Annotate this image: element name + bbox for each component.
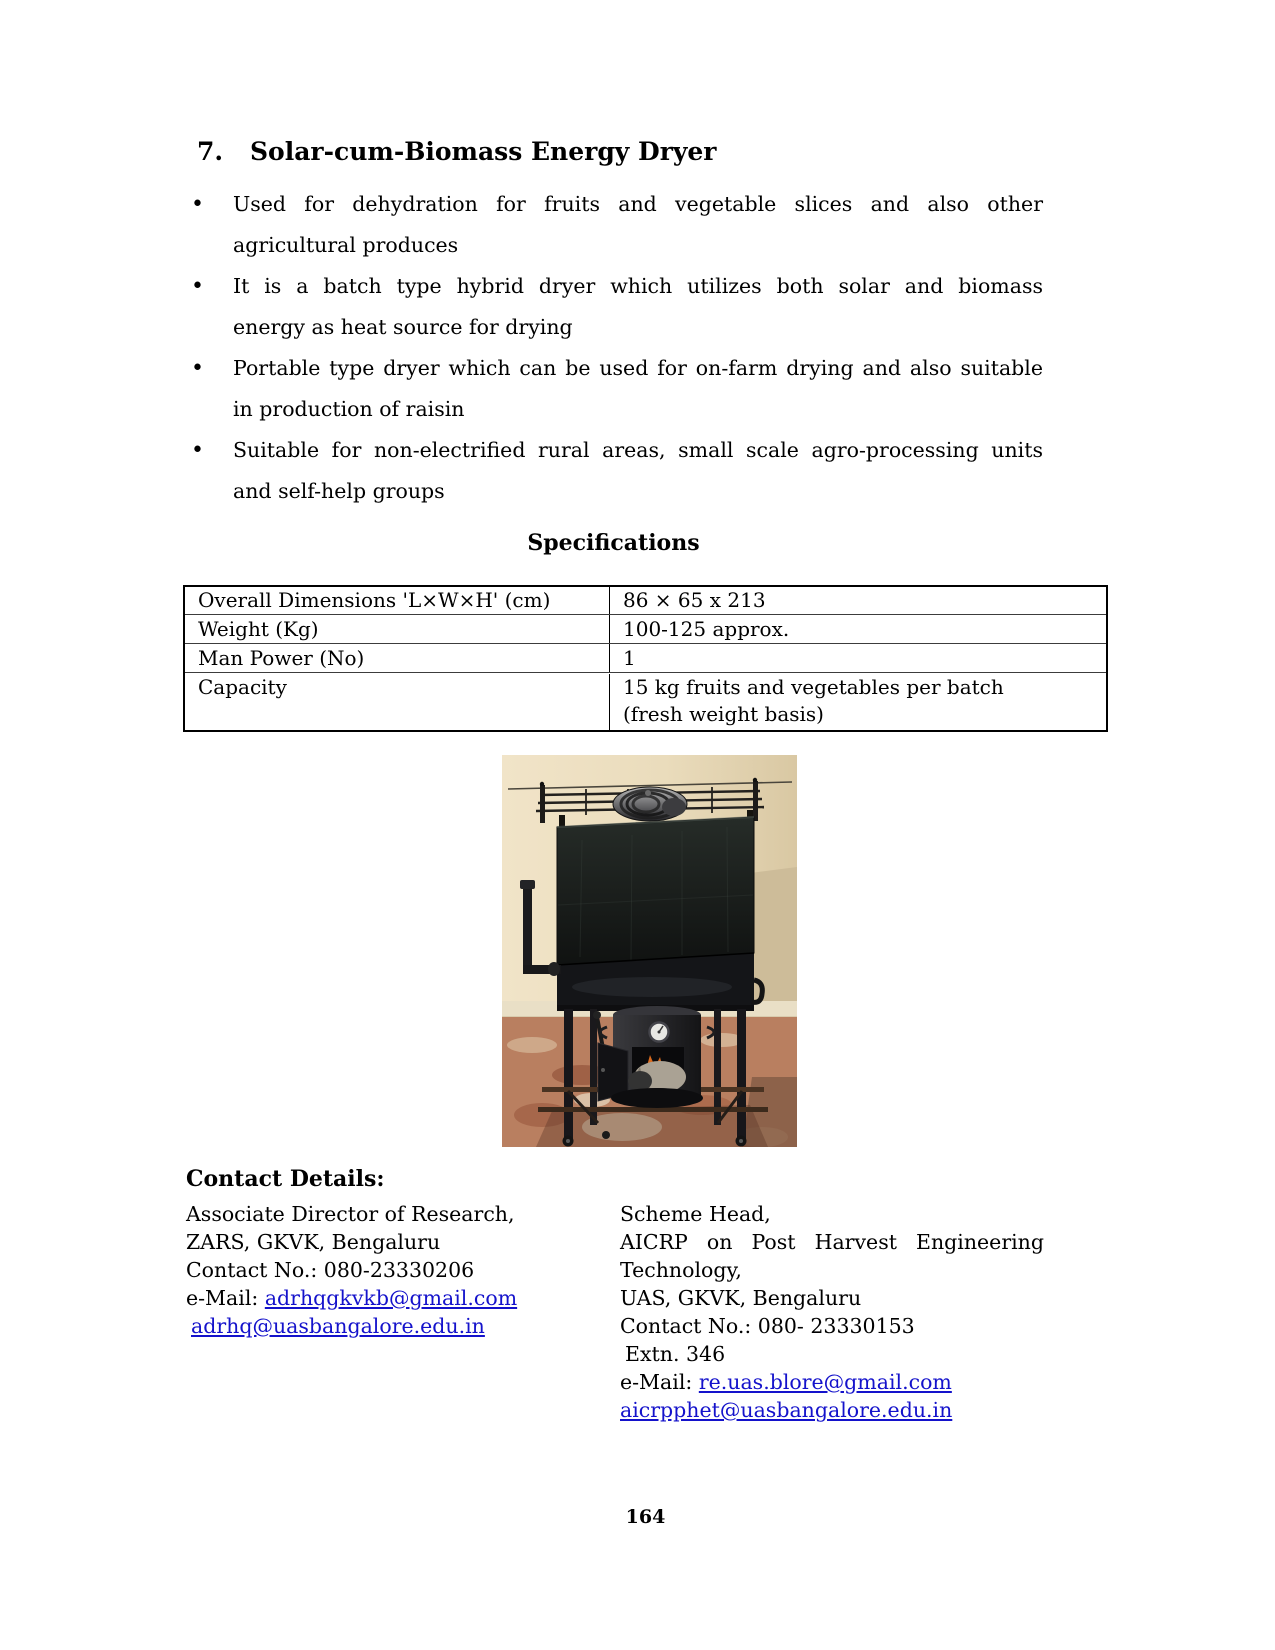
contact-line: ZARS, GKVK, Bengaluru [186, 1230, 441, 1254]
bullet-text-line: energy as heat source for drying [233, 315, 573, 339]
contact-line: Contact No.: 080-23330206 [186, 1258, 475, 1282]
table-row [185, 587, 1106, 614]
spec-row-label: Weight (Kg) [185, 615, 610, 643]
contact-email-line [620, 1396, 1044, 1424]
contact-left-column [186, 1200, 606, 1340]
bullet-text-line: Suitable for non-electrified rural areas, small scale agro-processing units [233, 438, 1043, 462]
biomass-stove [598, 1006, 714, 1108]
spec-row-value [610, 674, 1106, 730]
bullet-text-line: in production of raisin [233, 397, 465, 421]
contact-email-line [186, 1284, 606, 1312]
email-link[interactable]: adrhq@uasbangalore.edu.in [191, 1314, 485, 1338]
spec-table [183, 585, 1108, 732]
contact-email-line [620, 1368, 1044, 1396]
spec-row-value: 1 [623, 646, 636, 670]
bullet-text-line: and self-help groups [233, 479, 445, 503]
bullet-text-line: Used for dehydration for fruits and vegetable slices and also other [233, 192, 1043, 216]
page-number: 164 [625, 1506, 666, 1528]
section-number: 7. [197, 137, 224, 166]
spec-row-label: Man Power (No) [185, 644, 610, 672]
bullet-item [190, 266, 1043, 348]
contact-line: UAS, GKVK, Bengaluru [620, 1286, 862, 1310]
bullet-item [190, 348, 1043, 430]
contact-line: Associate Director of Research, [186, 1202, 515, 1226]
contact-line: Scheme Head, [620, 1202, 771, 1226]
email-label: e-Mail: [620, 1370, 699, 1394]
spec-row-value: 86 × 65 x 213 [623, 588, 766, 612]
bullet-marker-icon: • [191, 274, 204, 299]
bullet-item [190, 430, 1043, 512]
bullet-text-line: Portable type dryer which can be used for on-farm drying and also suitable [233, 356, 1043, 380]
table-row [185, 672, 1106, 730]
bullet-text-line: It is a batch type hybrid dryer which utilizes both solar and biomass [233, 274, 1043, 298]
email-link[interactable]: re.uas.blore@gmail.com [698, 1370, 952, 1394]
bullet-marker-icon: • [191, 438, 204, 463]
contact-details-heading: Contact Details: [186, 1166, 385, 1192]
vent-cowl [613, 787, 687, 821]
specifications-heading: Specifications [527, 530, 700, 556]
spec-row-value: 100-125 approx. [623, 617, 790, 641]
bullet-item [190, 184, 1043, 266]
table-row [185, 614, 1106, 643]
contact-email-line [186, 1312, 606, 1340]
contact-right-column [620, 1200, 1044, 1424]
section-title: Solar-cum-Biomass Energy Dryer [250, 137, 717, 166]
contact-line: Technology, [620, 1258, 742, 1282]
contact-line: Contact No.: 080- 23330153 [620, 1314, 915, 1338]
spec-row-label: Capacity [185, 674, 610, 730]
email-link[interactable]: aicrpphet@uasbangalore.edu.in [620, 1398, 953, 1422]
drying-chamber [557, 810, 754, 1009]
bullet-marker-icon: • [191, 192, 204, 217]
dryer-photo-illustration [502, 755, 797, 1147]
contact-line: AICRP on Post Harvest Engineering [620, 1230, 1044, 1254]
dryer-photo [502, 755, 797, 1147]
feature-bullet-list [190, 184, 1043, 512]
email-label: e-Mail: [186, 1286, 265, 1310]
section-heading [197, 136, 716, 168]
table-row [185, 643, 1106, 672]
email-link[interactable]: adrhqgkvkb@gmail.com [264, 1286, 518, 1310]
contact-line: Extn. 346 [625, 1342, 726, 1366]
spec-row-label: Overall Dimensions 'L×W×H' (cm) [185, 587, 610, 614]
spec-value-line: (fresh weight basis) [623, 702, 824, 726]
bullet-text-line: agricultural produces [233, 233, 459, 257]
bullet-marker-icon: • [191, 356, 204, 381]
spec-value-line: 15 kg fruits and vegetables per batch [623, 675, 1004, 699]
